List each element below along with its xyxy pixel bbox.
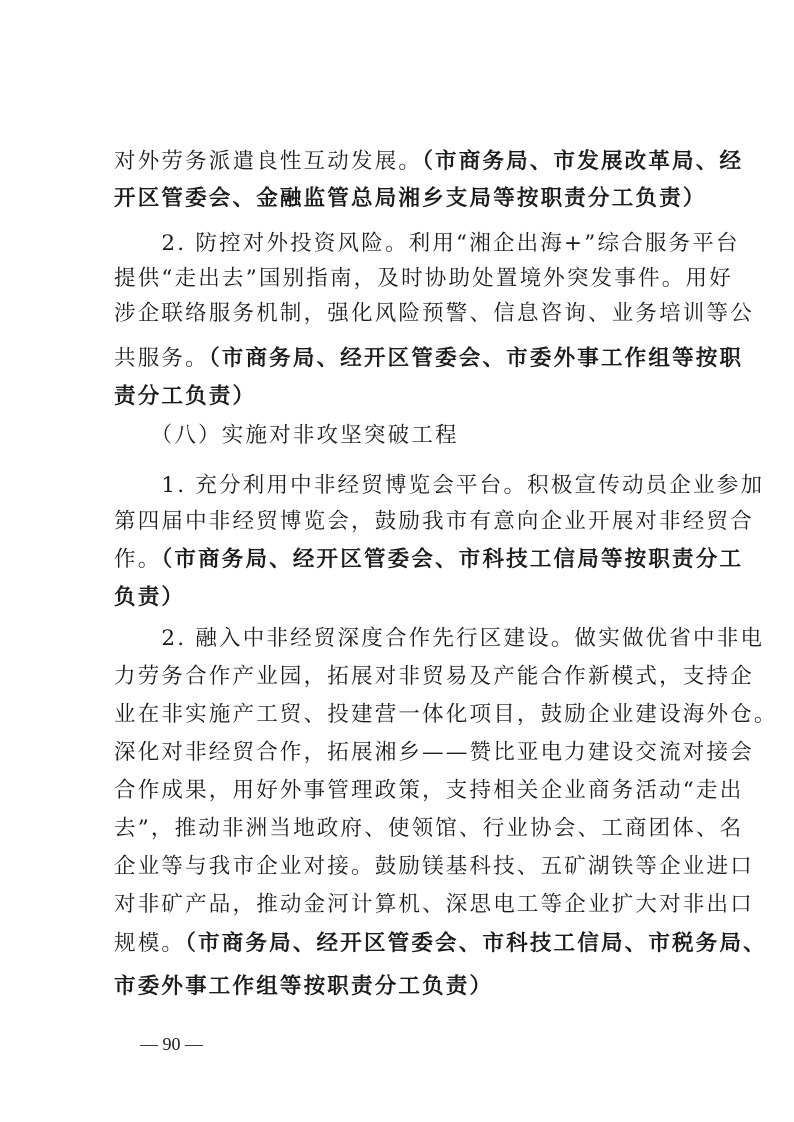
text-line (114, 472, 764, 500)
text-line (114, 383, 256, 411)
text-segment: 力劳务合作产业园，拓展对非贸易及产能合作新模式，支持企 (114, 664, 754, 689)
text-line (114, 853, 754, 881)
text-segment: 对外劳务派遣良性互动发展。 (114, 149, 423, 174)
text-segment: （八）实施对非攻坚突破工程 (114, 423, 459, 448)
responsibility-note: （市商务局、市发展改革局、经 (422, 149, 744, 174)
text-line (114, 345, 743, 373)
text-segment: 合作成果，用好外事管理政策，支持相关企业商务活动“走出 (114, 778, 744, 803)
responsibility-note: 市委外事工作组等按职责分工负责） (114, 974, 494, 999)
text-line (114, 584, 185, 612)
text-line (114, 546, 743, 574)
text-segment: 涉企联络服务机制，强化风险预警、信息咨询、业务培训等公 (114, 301, 754, 326)
text-line (114, 300, 754, 328)
text-segment: 去”，推动非洲当地政府、使领馆、行业协会、工商团体、名 (114, 816, 744, 841)
text-line (114, 422, 459, 450)
text-line (114, 815, 743, 843)
text-line (114, 185, 707, 213)
text-segment: 提供“走出去”国别指南，及时协助处置境外突发事件。用好 (114, 266, 733, 291)
text-segment: 深化对非经贸合作，拓展湘乡——赞比亚电力建设交流对接会 (114, 740, 754, 765)
text-line (114, 973, 493, 1001)
text-line (114, 739, 754, 767)
text-line (114, 148, 743, 176)
text-line (114, 777, 743, 805)
text-segment: 企业等与我市企业对接。鼓励镁基科技、五矿湖铁等企业进口 (114, 854, 754, 879)
text-line (114, 930, 767, 958)
text-line (114, 508, 754, 536)
responsibility-note: 开区管委会、金融监管总局湘乡支局等按职责分工负责） (114, 186, 707, 211)
text-segment: 第四届中非经贸博览会，鼓励我市有意向企业开展对非经贸合 (114, 509, 754, 534)
responsibility-note: （市商务局、经开区管委会、市科技工信局、市税务局、 (185, 931, 767, 956)
text-line (114, 230, 740, 258)
text-segment: 2. 防控对外投资风险。利用“湘企出海+”综合服务平台 (114, 231, 740, 256)
text-line (114, 265, 733, 293)
responsibility-note: 责分工负责） (114, 384, 257, 409)
text-line (114, 625, 764, 653)
responsibility-note: 负责） (114, 585, 186, 610)
text-segment: 规模。 (114, 931, 186, 956)
text-segment: 对非矿产品，推动金河计算机、深思电工等企业扩大对非出口 (114, 892, 754, 917)
text-segment: 2. 融入中非经贸深度合作先行区建设。做实做优省中非电 (114, 626, 765, 651)
text-segment: 作。 (114, 547, 162, 572)
text-line (114, 891, 754, 919)
text-segment: 共服务。 (114, 346, 209, 371)
text-line (114, 663, 754, 691)
page-number: — 90 — (140, 1034, 203, 1054)
responsibility-note: （市商务局、经开区管委会、市委外事工作组等按职 (208, 346, 744, 371)
text-segment: 业在非实施产工贸、投建营一体化项目，鼓励企业建设海外仓。 (114, 702, 778, 727)
responsibility-note: （市商务局、经开区管委会、市科技工信局等按职责分工 (161, 547, 744, 572)
text-segment: 1. 充分利用中非经贸博览会平台。积极宣传动员企业参加 (114, 473, 765, 498)
text-line (114, 701, 778, 729)
